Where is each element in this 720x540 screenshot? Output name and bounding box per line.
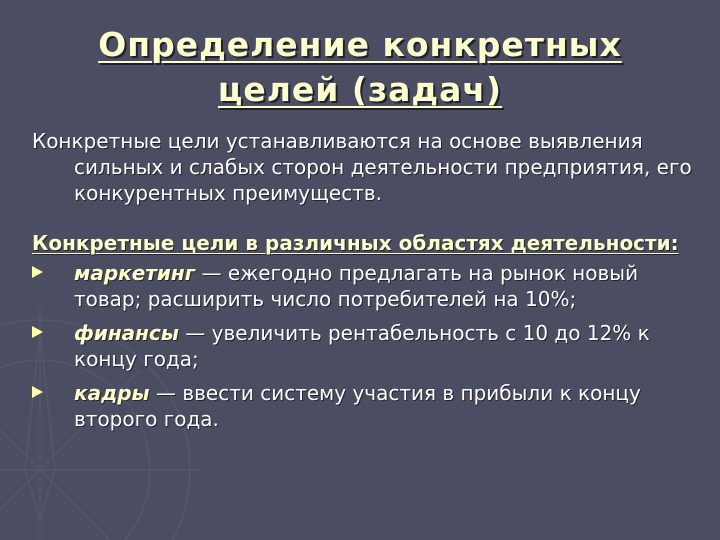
list-item-finance [32, 320, 692, 372]
bullet-term: маркетинг [74, 261, 196, 285]
section-subheading: Конкретные цели в различных областях деятельности: [32, 231, 679, 255]
triangle-right-icon [32, 326, 43, 338]
list-item-staff [32, 380, 692, 432]
slide-body [32, 128, 692, 440]
bullet-text: — увеличить рентабельность с 10 до 12% к концу года; [74, 321, 650, 371]
bullet-text: — ежегодно предлагать на рынок новый товар; расширить число потребителей на 10%; [74, 261, 639, 311]
title-line-2: целей (задач) [217, 70, 503, 109]
intro-paragraph: Конкретные цели устанавливаются на основе выявления сильных и слабых сторон деятельности предприятия, его конкурентных преимуществ. [32, 129, 692, 205]
title-line-1: Определение конкретных [98, 25, 622, 64]
goals-list [32, 260, 692, 432]
bullet-text: — ввести систему участия в прибыли к концу второго года. [74, 381, 641, 431]
page-title [30, 22, 690, 112]
triangle-right-icon [32, 266, 43, 278]
bullet-term: финансы [74, 321, 179, 345]
bullet-term: кадры [74, 381, 150, 405]
triangle-right-icon [32, 386, 43, 398]
list-item-marketing [32, 260, 692, 312]
